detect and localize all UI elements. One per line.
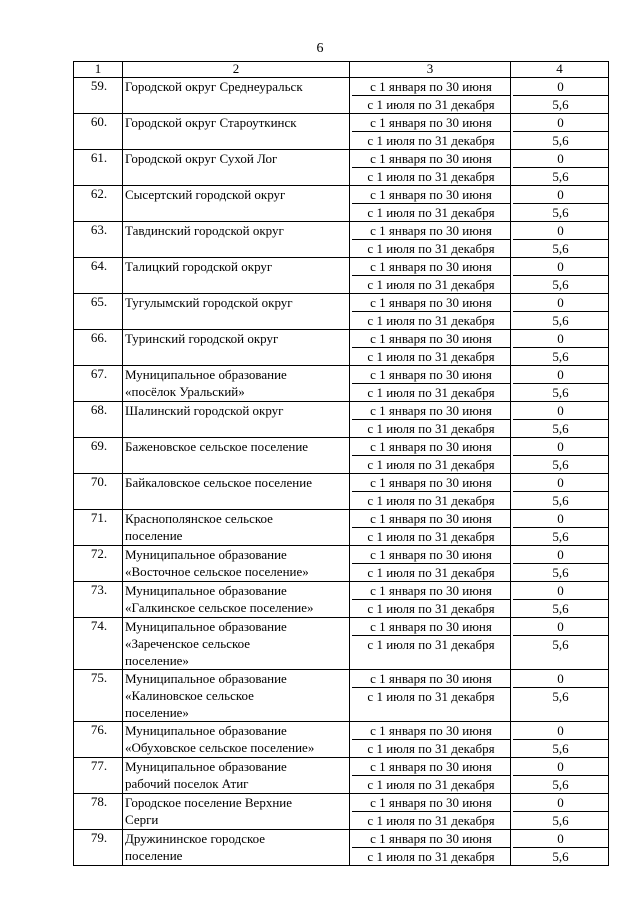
table-row [74, 474, 609, 510]
value-second-half: 5,6 [552, 205, 569, 220]
row-number: 59. [74, 78, 123, 114]
period-second-half: с 1 июля по 31 декабря [367, 849, 495, 864]
period-second-half: с 1 июля по 31 декабря [367, 313, 495, 328]
municipality-name-line: Муниципальное образование [125, 619, 287, 634]
period-second-half: с 1 июля по 31 декабря [367, 689, 495, 704]
period-cell [350, 582, 511, 618]
table-row [74, 114, 609, 150]
table-row [74, 294, 609, 330]
period-cell [350, 670, 511, 722]
municipality-name [123, 794, 350, 830]
value-second-half: 5,6 [552, 689, 569, 704]
period-cell [350, 366, 511, 402]
table-row [74, 402, 609, 438]
period-first-half: с 1 января по 30 июня [352, 474, 510, 492]
row-number: 60. [74, 114, 123, 150]
municipality-name [123, 114, 350, 150]
period-cell [350, 294, 511, 330]
table-row [74, 258, 609, 294]
municipality-name-line: Муниципальное образование [125, 671, 287, 686]
period-second-half: с 1 июля по 31 декабря [367, 349, 495, 364]
period-first-half: с 1 января по 30 июня [352, 366, 510, 384]
municipality-name [123, 582, 350, 618]
municipality-name [123, 618, 350, 670]
municipality-name-line: Городской округ Староуткинск [125, 115, 297, 130]
period-cell [350, 830, 511, 866]
value-cell [511, 78, 609, 114]
header-col-3: 3 [350, 62, 511, 78]
value-first-half: 0 [513, 670, 608, 688]
period-second-half: с 1 июля по 31 декабря [367, 277, 495, 292]
row-number: 73. [74, 582, 123, 618]
period-second-half: с 1 июля по 31 декабря [367, 565, 495, 580]
table-row [74, 222, 609, 258]
value-first-half: 0 [513, 722, 608, 740]
municipality-name [123, 258, 350, 294]
municipality-name-line: поселение» [125, 705, 189, 720]
value-second-half: 5,6 [552, 133, 569, 148]
period-first-half: с 1 января по 30 июня [352, 186, 510, 204]
row-number: 79. [74, 830, 123, 866]
period-first-half: с 1 января по 30 июня [352, 758, 510, 776]
value-first-half: 0 [513, 546, 608, 564]
value-first-half: 0 [513, 294, 608, 312]
value-second-half: 5,6 [552, 777, 569, 792]
value-cell [511, 670, 609, 722]
municipality-name-line: Сысертский городской округ [125, 187, 286, 202]
value-first-half: 0 [513, 510, 608, 528]
municipality-name-line: «Калиновское сельское [125, 688, 254, 703]
municipality-name [123, 78, 350, 114]
period-cell [350, 78, 511, 114]
municipality-name [123, 830, 350, 866]
period-cell [350, 330, 511, 366]
value-cell [511, 222, 609, 258]
header-row [74, 62, 609, 78]
row-number: 65. [74, 294, 123, 330]
table-row [74, 510, 609, 546]
value-cell [511, 150, 609, 186]
municipality-name [123, 186, 350, 222]
table-row [74, 758, 609, 794]
table-row [74, 618, 609, 670]
value-first-half: 0 [513, 758, 608, 776]
period-cell [350, 546, 511, 582]
value-cell [511, 474, 609, 510]
period-cell [350, 722, 511, 758]
rates-table [73, 61, 609, 866]
period-second-half: с 1 июля по 31 декабря [367, 385, 495, 400]
period-cell [350, 438, 511, 474]
table-row [74, 366, 609, 402]
municipality-name [123, 510, 350, 546]
value-first-half: 0 [513, 258, 608, 276]
value-cell [511, 294, 609, 330]
municipality-name-line: поселение [125, 528, 183, 543]
period-first-half: с 1 января по 30 июня [352, 222, 510, 240]
value-cell [511, 794, 609, 830]
municipality-name [123, 150, 350, 186]
period-first-half: с 1 января по 30 июня [352, 402, 510, 420]
municipality-name [123, 402, 350, 438]
municipality-name-line: Муниципальное образование [125, 723, 287, 738]
value-second-half: 5,6 [552, 529, 569, 544]
period-first-half: с 1 января по 30 июня [352, 78, 510, 96]
period-first-half: с 1 января по 30 июня [352, 150, 510, 168]
value-second-half: 5,6 [552, 241, 569, 256]
municipality-name [123, 722, 350, 758]
table-body [74, 78, 609, 866]
row-number: 77. [74, 758, 123, 794]
municipality-name-line: Дружининское городское [125, 831, 266, 846]
value-second-half: 5,6 [552, 349, 569, 364]
header-col-2: 2 [123, 62, 350, 78]
value-cell [511, 758, 609, 794]
row-number: 66. [74, 330, 123, 366]
period-first-half: с 1 января по 30 июня [352, 330, 510, 348]
period-first-half: с 1 января по 30 июня [352, 794, 510, 812]
row-number: 72. [74, 546, 123, 582]
municipality-name [123, 330, 350, 366]
table-row [74, 794, 609, 830]
value-second-half: 5,6 [552, 849, 569, 864]
municipality-name-line: Муниципальное образование [125, 759, 287, 774]
period-cell [350, 510, 511, 546]
period-second-half: с 1 июля по 31 декабря [367, 493, 495, 508]
municipality-name-line: Муниципальное образование [125, 367, 287, 382]
header-col-4: 4 [511, 62, 609, 78]
period-first-half: с 1 января по 30 июня [352, 258, 510, 276]
table-row [74, 330, 609, 366]
table-row [74, 722, 609, 758]
value-first-half: 0 [513, 438, 608, 456]
value-first-half: 0 [513, 474, 608, 492]
municipality-name-line: «Зареченское сельское [125, 636, 251, 651]
municipality-name [123, 546, 350, 582]
value-second-half: 5,6 [552, 457, 569, 472]
header-col-1: 1 [74, 62, 123, 78]
municipality-name [123, 366, 350, 402]
value-cell [511, 830, 609, 866]
value-first-half: 0 [513, 150, 608, 168]
period-first-half: с 1 января по 30 июня [352, 510, 510, 528]
value-second-half: 5,6 [552, 421, 569, 436]
value-cell [511, 510, 609, 546]
table-row [74, 670, 609, 722]
municipality-name-line: Муниципальное образование [125, 547, 287, 562]
municipality-name [123, 670, 350, 722]
row-number: 67. [74, 366, 123, 402]
row-number: 76. [74, 722, 123, 758]
period-second-half: с 1 июля по 31 декабря [367, 97, 495, 112]
municipality-name-line: рабочий поселок Атиг [125, 776, 249, 791]
municipality-name-line: Краснополянское сельское [125, 511, 273, 526]
value-cell [511, 186, 609, 222]
period-second-half: с 1 июля по 31 декабря [367, 529, 495, 544]
value-first-half: 0 [513, 222, 608, 240]
municipality-name-line: Городской округ Сухой Лог [125, 151, 278, 166]
period-first-half: с 1 января по 30 июня [352, 670, 510, 688]
municipality-name-line: Байкаловское сельское поселение [125, 475, 312, 490]
value-first-half: 0 [513, 830, 608, 848]
municipality-name-line: «Восточное сельское поселение» [125, 564, 309, 579]
municipality-name [123, 438, 350, 474]
period-first-half: с 1 января по 30 июня [352, 546, 510, 564]
value-cell [511, 618, 609, 670]
value-second-half: 5,6 [552, 637, 569, 652]
value-second-half: 5,6 [552, 169, 569, 184]
value-first-half: 0 [513, 618, 608, 636]
period-cell [350, 186, 511, 222]
period-second-half: с 1 июля по 31 декабря [367, 241, 495, 256]
period-second-half: с 1 июля по 31 декабря [367, 777, 495, 792]
table-row [74, 150, 609, 186]
value-cell [511, 582, 609, 618]
row-number: 70. [74, 474, 123, 510]
row-number: 62. [74, 186, 123, 222]
municipality-name [123, 222, 350, 258]
period-second-half: с 1 июля по 31 декабря [367, 601, 495, 616]
municipality-name-line: Туринский городской округ [125, 331, 279, 346]
value-first-half: 0 [513, 78, 608, 96]
value-first-half: 0 [513, 582, 608, 600]
value-second-half: 5,6 [552, 565, 569, 580]
municipality-name-line: Городское поселение Верхние [125, 795, 293, 810]
table-row [74, 186, 609, 222]
value-second-half: 5,6 [552, 741, 569, 756]
period-first-half: с 1 января по 30 июня [352, 294, 510, 312]
value-second-half: 5,6 [552, 493, 569, 508]
period-second-half: с 1 июля по 31 декабря [367, 421, 495, 436]
municipality-name [123, 758, 350, 794]
table-row [74, 830, 609, 866]
table-row [74, 582, 609, 618]
row-number: 69. [74, 438, 123, 474]
municipality-name-line: Баженовское сельское поселение [125, 439, 309, 454]
value-cell [511, 330, 609, 366]
value-first-half: 0 [513, 114, 608, 132]
municipality-name [123, 294, 350, 330]
value-first-half: 0 [513, 366, 608, 384]
municipality-name-line: «посёлок Уральский» [125, 384, 245, 399]
row-number: 71. [74, 510, 123, 546]
period-second-half: с 1 июля по 31 декабря [367, 813, 495, 828]
period-cell [350, 150, 511, 186]
value-second-half: 5,6 [552, 313, 569, 328]
value-second-half: 5,6 [552, 277, 569, 292]
period-cell [350, 222, 511, 258]
municipality-name-line: поселение [125, 848, 183, 863]
period-first-half: с 1 января по 30 июня [352, 618, 510, 636]
row-number: 75. [74, 670, 123, 722]
period-first-half: с 1 января по 30 июня [352, 830, 510, 848]
period-cell [350, 758, 511, 794]
period-second-half: с 1 июля по 31 декабря [367, 741, 495, 756]
table-row [74, 546, 609, 582]
page-number: 6 [316, 41, 324, 56]
period-cell [350, 402, 511, 438]
row-number: 68. [74, 402, 123, 438]
row-number: 78. [74, 794, 123, 830]
period-second-half: с 1 июля по 31 декабря [367, 457, 495, 472]
municipality-name-line: «Галкинское сельское поселение» [125, 600, 314, 615]
period-first-half: с 1 января по 30 июня [352, 438, 510, 456]
value-second-half: 5,6 [552, 385, 569, 400]
period-cell [350, 258, 511, 294]
municipality-name-line: Серги [125, 812, 159, 827]
value-cell [511, 366, 609, 402]
period-cell [350, 114, 511, 150]
table-row [74, 78, 609, 114]
value-first-half: 0 [513, 330, 608, 348]
municipality-name-line: Шалинский городской округ [125, 403, 284, 418]
period-cell [350, 474, 511, 510]
period-first-half: с 1 января по 30 июня [352, 114, 510, 132]
value-cell [511, 402, 609, 438]
period-second-half: с 1 июля по 31 декабря [367, 637, 495, 652]
period-second-half: с 1 июля по 31 декабря [367, 169, 495, 184]
municipality-name-line: Городской округ Среднеуральск [125, 79, 303, 94]
municipality-name-line: Тавдинский городской округ [125, 223, 284, 238]
value-cell [511, 114, 609, 150]
value-cell [511, 438, 609, 474]
value-first-half: 0 [513, 794, 608, 812]
value-first-half: 0 [513, 402, 608, 420]
value-second-half: 5,6 [552, 97, 569, 112]
period-first-half: с 1 января по 30 июня [352, 582, 510, 600]
table-row [74, 438, 609, 474]
municipality-name-line: поселение» [125, 653, 189, 668]
value-cell [511, 258, 609, 294]
period-cell [350, 618, 511, 670]
row-number: 74. [74, 618, 123, 670]
value-cell [511, 546, 609, 582]
municipality-name-line: Талицкий городской округ [125, 259, 273, 274]
row-number: 63. [74, 222, 123, 258]
value-cell [511, 722, 609, 758]
value-second-half: 5,6 [552, 813, 569, 828]
value-second-half: 5,6 [552, 601, 569, 616]
table-header [74, 62, 609, 78]
row-number: 61. [74, 150, 123, 186]
municipality-name-line: Тугулымский городской округ [125, 295, 293, 310]
period-first-half: с 1 января по 30 июня [352, 722, 510, 740]
value-first-half: 0 [513, 186, 608, 204]
period-cell [350, 794, 511, 830]
row-number: 64. [74, 258, 123, 294]
municipality-name-line: «Обуховское сельское поселение» [125, 740, 315, 755]
period-second-half: с 1 июля по 31 декабря [367, 133, 495, 148]
period-second-half: с 1 июля по 31 декабря [367, 205, 495, 220]
municipality-name-line: Муниципальное образование [125, 583, 287, 598]
municipality-name [123, 474, 350, 510]
